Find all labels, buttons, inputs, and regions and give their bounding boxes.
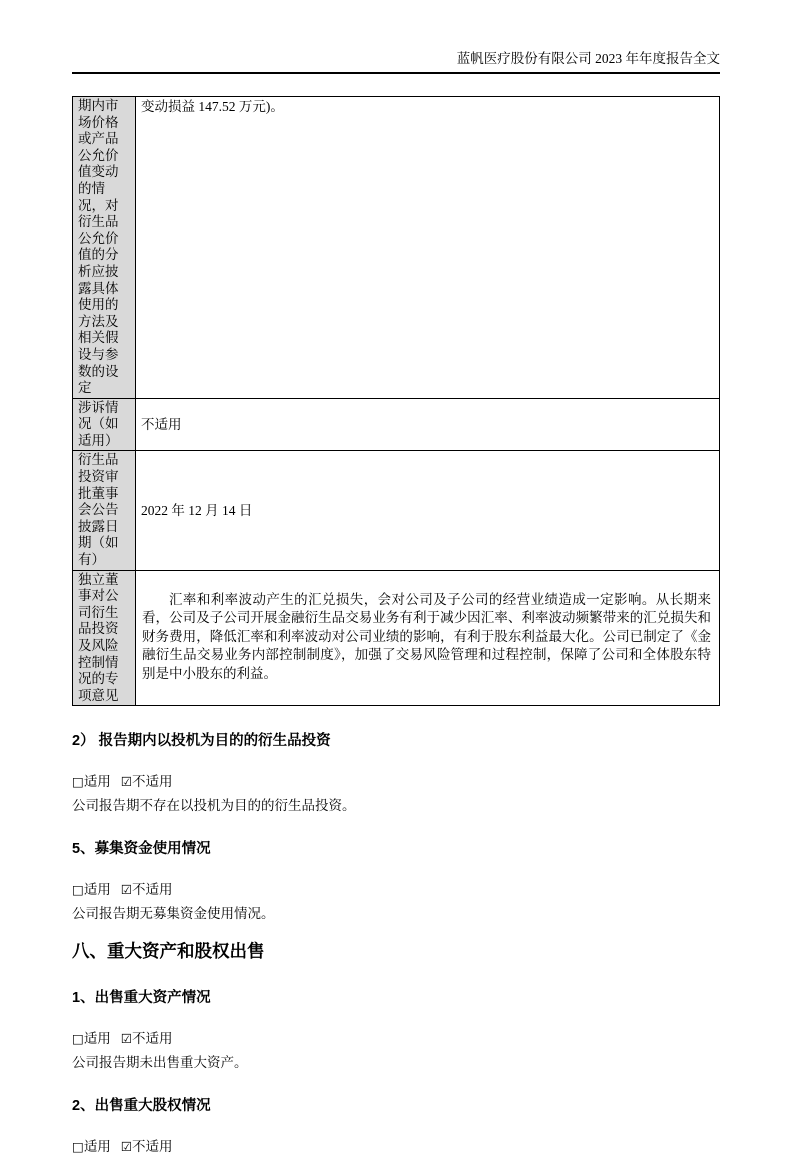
checkbox-checked-icon: ☑ [120,1031,133,1047]
row-label-cell: 期内市场价格或产品公允价值变动的情况，对衍生品公允价值的分析应披露具体使用的方法及相关假设与参数的设定 [73,97,136,399]
not-apply-label: 不适用 [132,882,173,898]
checkbox-unchecked-icon: □ [72,882,84,898]
checkbox-unchecked-icon: □ [72,1139,84,1155]
table-row [73,97,720,399]
section-note: 公司报告期无募集资金使用情况。 [72,906,275,922]
row-label-cell: 衍生品投资审批董事会公告披露日期（如有） [73,451,136,570]
checkbox-checked-icon: ☑ [120,774,133,790]
apply-label: 适用 [83,1139,111,1155]
apply-label: 适用 [83,774,111,790]
section-note: 公司报告期未出售重大资产。 [72,1055,248,1071]
apply-label: 适用 [83,1031,111,1047]
applicability-line [72,1138,720,1155]
applicability-line [72,881,720,898]
section-heading-equity-sale: 2、出售重大股权情况 [72,1098,211,1115]
checkbox-unchecked-icon: □ [72,774,84,790]
table-row [73,570,720,706]
row-value-cell: 不适用 [136,398,720,451]
section-note: 公司报告期不存在以投机为目的的衍生品投资。 [72,798,356,814]
not-apply-label: 不适用 [132,774,173,790]
not-apply-label: 不适用 [132,1031,173,1047]
table-row [73,398,720,451]
report-header-title: 蓝帆医疗股份有限公司 2023 年年度报告全文 [456,51,720,66]
table-row [73,451,720,570]
section-heading-speculative-derivatives: 2） 报告期内以投机为目的的衍生品投资 [72,733,331,750]
checkbox-checked-icon: ☑ [120,1139,133,1155]
not-apply-label: 不适用 [132,1139,173,1155]
row-label-cell: 独立董事对公司衍生品投资及风险控制情况的专项意见 [73,570,136,706]
applicability-line [72,773,720,790]
checkbox-unchecked-icon: □ [72,1031,84,1047]
checkbox-checked-icon: ☑ [120,882,133,898]
apply-label: 适用 [83,882,111,898]
row-value-cell: 汇率和利率波动产生的汇兑损失，会对公司及子公司的经营业绩造成一定影响。从长期来看，公司及子公司开展金融衍生品交易业务有利于减少因汇率、利率波动频繁带来的汇兑损失和财务费用，降低汇率和利率波动对公司业绩的影响，有利于股东利益最大化。公司已制定了《金融衍生品交易业务内部控制制度》，加强了交易风险管理和过程控制，保障了公司和全体股东特别是中小股东的利益。 [136,570,720,706]
report-header [72,50,720,74]
row-label-cell: 涉诉情况（如适用） [73,398,136,451]
row-value-cell: 变动损益 147.52 万元)。 [136,97,720,399]
section-heading-asset-sale: 1、出售重大资产情况 [72,990,211,1007]
section-heading-major-asset-equity-sale: 八、重大资产和股权出售 [72,941,265,962]
section-heading-raised-funds: 5、募集资金使用情况 [72,841,211,858]
derivatives-table [72,96,720,706]
applicability-line [72,1030,720,1047]
row-value-cell: 2022 年 12 月 14 日 [136,451,720,570]
